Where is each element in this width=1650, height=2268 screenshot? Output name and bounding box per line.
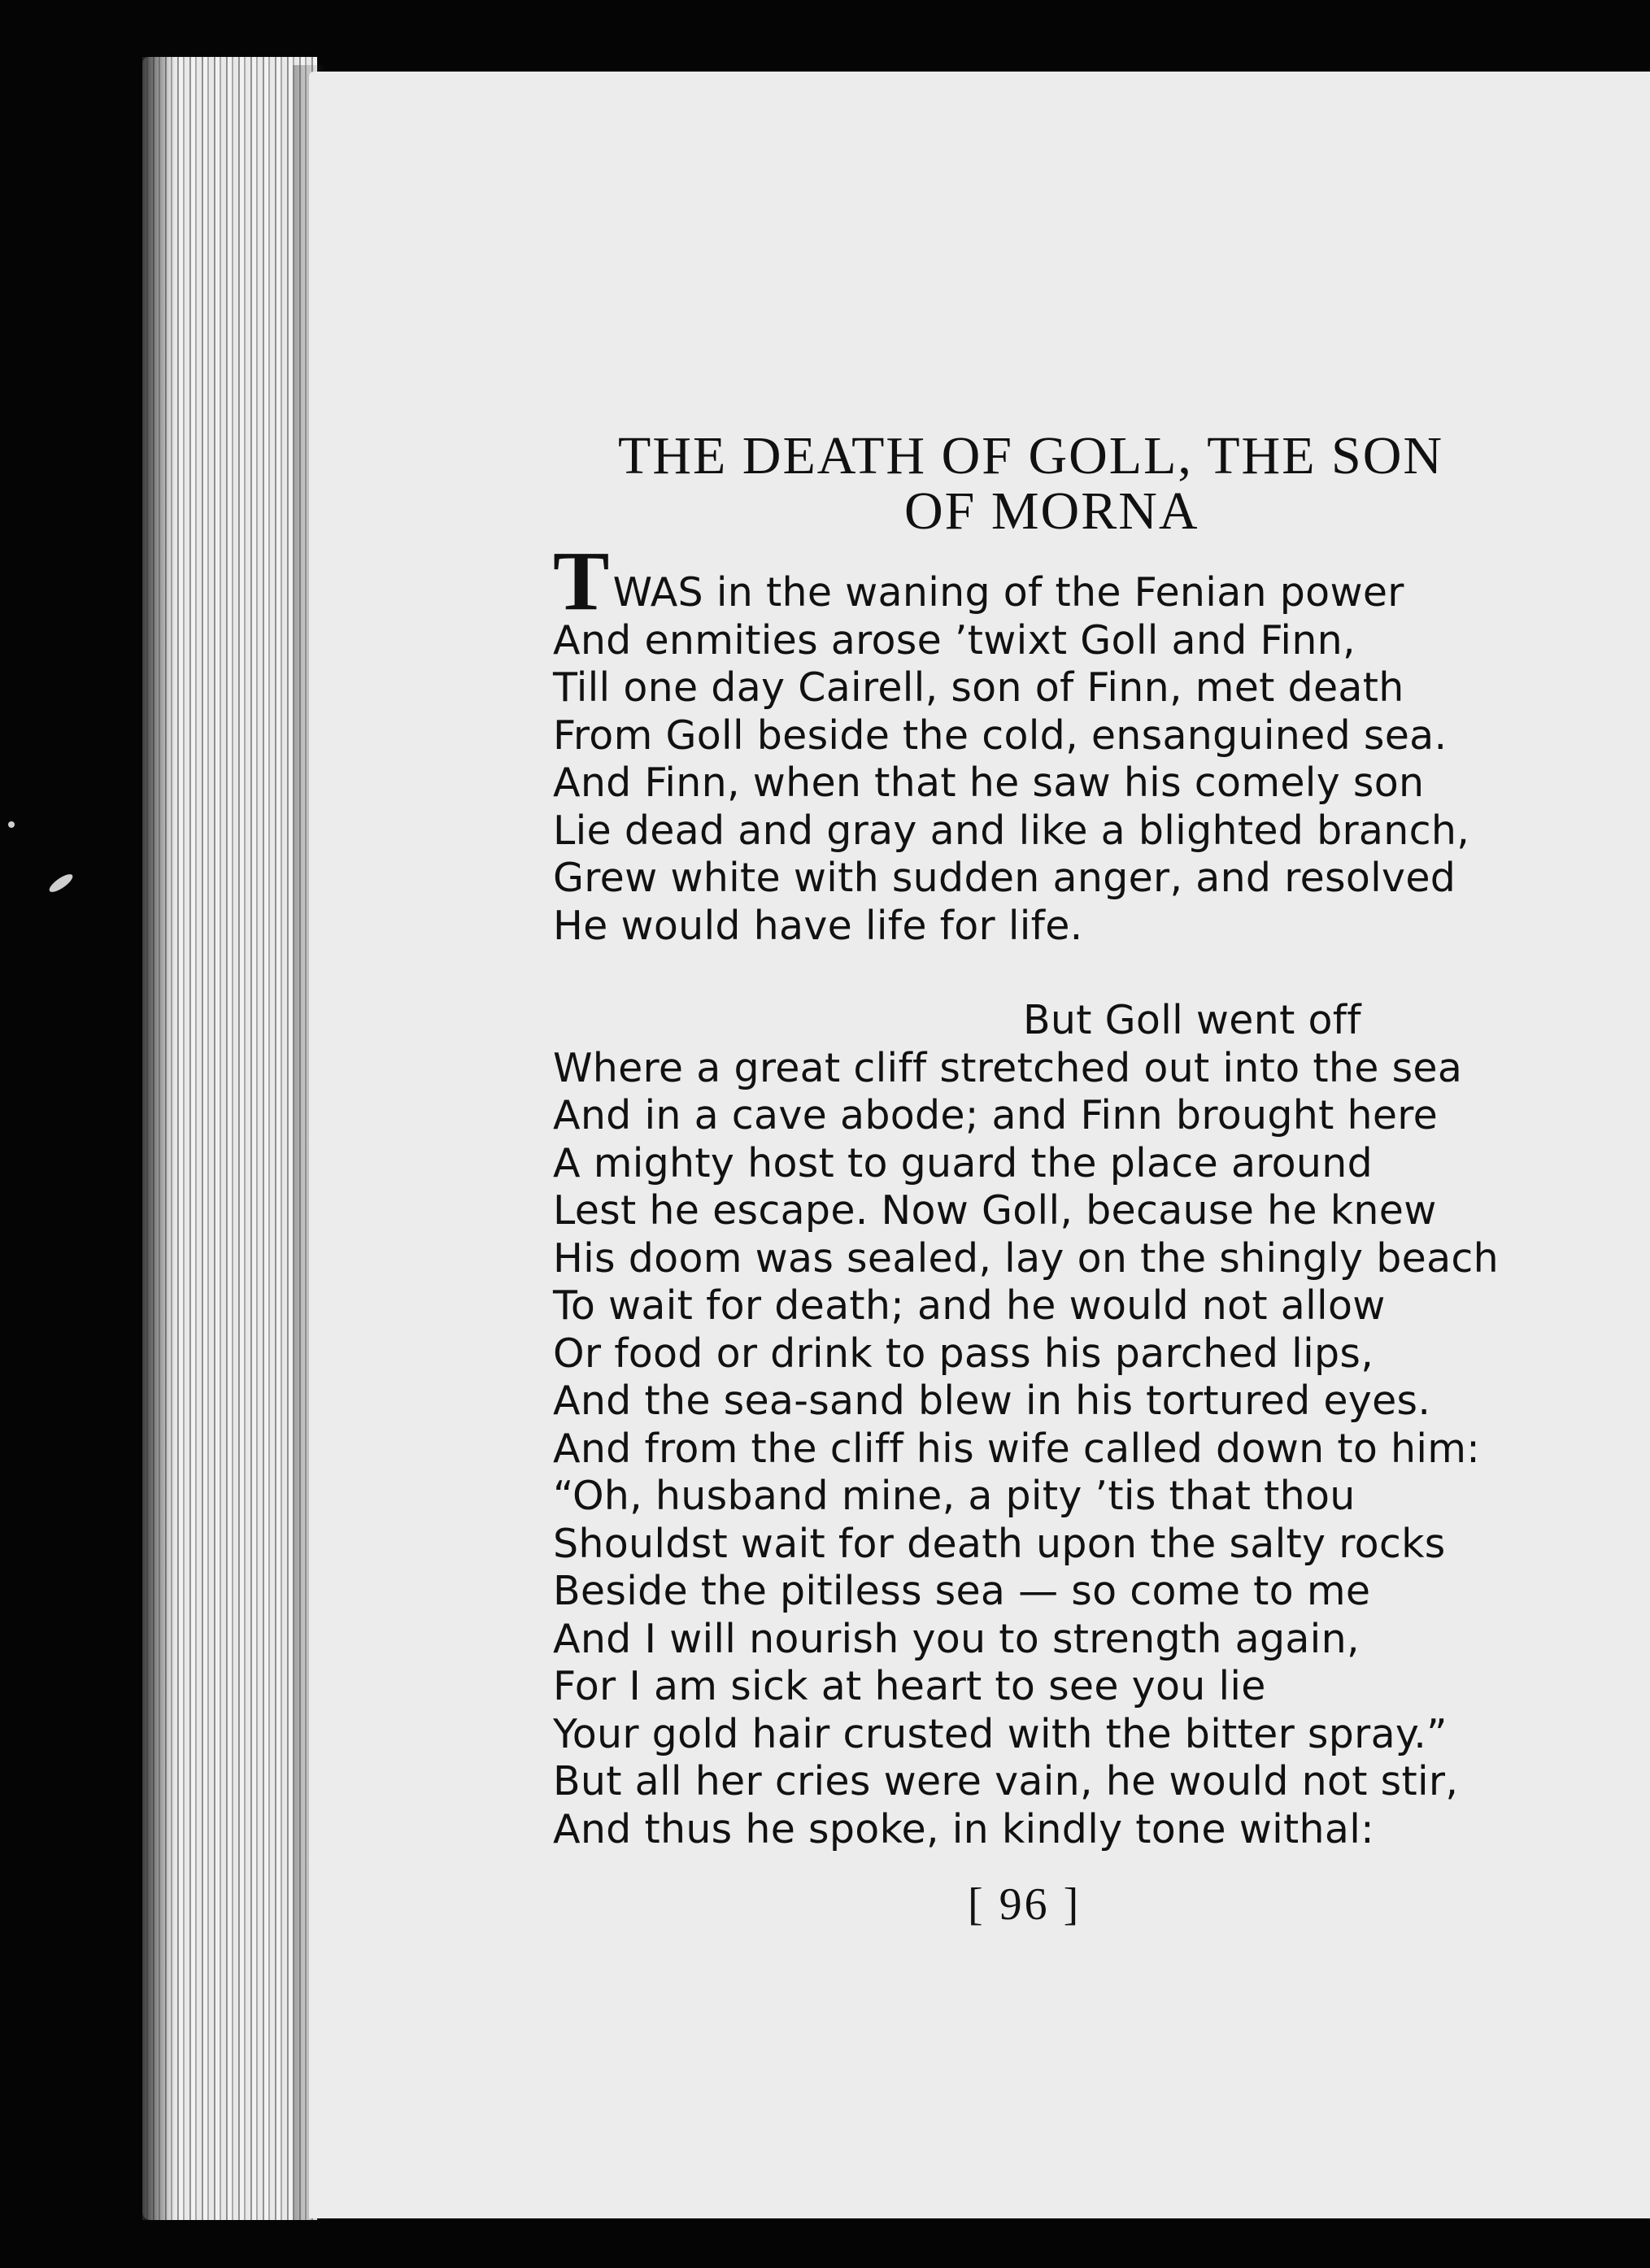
- poem-line: A mighty host to guard the place around: [553, 1139, 1374, 1186]
- poem-line: To wait for death; and he would not allow: [553, 1282, 1386, 1329]
- drop-cap: T: [553, 534, 610, 628]
- poem-line: Lie dead and gray and like a blighted branch,: [553, 807, 1470, 854]
- title-line-2: OF MORNA: [904, 481, 1199, 541]
- poem-line: From Goll beside the cold, ensanguined sea.: [553, 712, 1448, 759]
- poem-line: But all her cries were vain, he would not stir,: [553, 1758, 1459, 1804]
- poem-first-line: [553, 534, 1488, 628]
- poem-line: Your gold hair crusted with the bitter spray.”: [553, 1710, 1448, 1757]
- page-edges: [142, 57, 317, 2220]
- poem-line: Where a great cliff stretched out into the sea: [553, 1044, 1463, 1091]
- poem-line: And Finn, when that he saw his comely son: [553, 760, 1425, 806]
- page-title: [618, 426, 1513, 541]
- poem-line: He would have life for life.: [553, 902, 1083, 949]
- poem-line: Beside the pitiless sea — so come to me: [553, 1568, 1371, 1614]
- poem-line: And from the cliff his wife called down to him:: [553, 1425, 1481, 1472]
- poem-line: “Oh, husband mine, a pity ’tis that thou: [553, 1473, 1356, 1519]
- dust-speck: [47, 871, 76, 895]
- poem-body: [553, 534, 1499, 1853]
- poem-line: Till one day Cairell, son of Finn, met death: [553, 664, 1404, 711]
- stanza-break: [553, 950, 1488, 997]
- first-line-text: WAS in the waning of the Fenian power: [612, 569, 1404, 616]
- poem-line: Lest he escape. Now Goll, because he knew: [553, 1187, 1437, 1234]
- poem-line: And in a cave abode; and Finn brought here: [553, 1092, 1439, 1138]
- poem-line: Shouldst wait for death upon the salty rocks: [553, 1520, 1446, 1567]
- poem-line: And I will nourish you to strength again,: [553, 1615, 1360, 1662]
- poem-line: Grew white with sudden anger, and resolved: [553, 855, 1456, 901]
- title-line-1: THE DEATH OF GOLL, THE SON: [618, 426, 1444, 485]
- poem-line: His doom was sealed, lay on the shingly beach: [553, 1234, 1499, 1282]
- page-number: [ 96 ]: [968, 1879, 1082, 1930]
- poem-line: And thus he spoke, in kindly tone withal:: [553, 1805, 1374, 1852]
- poem-line: Or food or drink to pass his parched lips,: [553, 1330, 1374, 1377]
- dust-speck: [8, 821, 15, 828]
- poem-line: And the sea-sand blew in his tortured eyes.: [553, 1378, 1431, 1424]
- poem-line: For I am sick at heart to see you lie: [553, 1663, 1266, 1709]
- poem-line-indented: But Goll went off: [1023, 997, 1361, 1043]
- poem-line: And enmities arose ’twixt Goll and Finn,: [553, 616, 1356, 664]
